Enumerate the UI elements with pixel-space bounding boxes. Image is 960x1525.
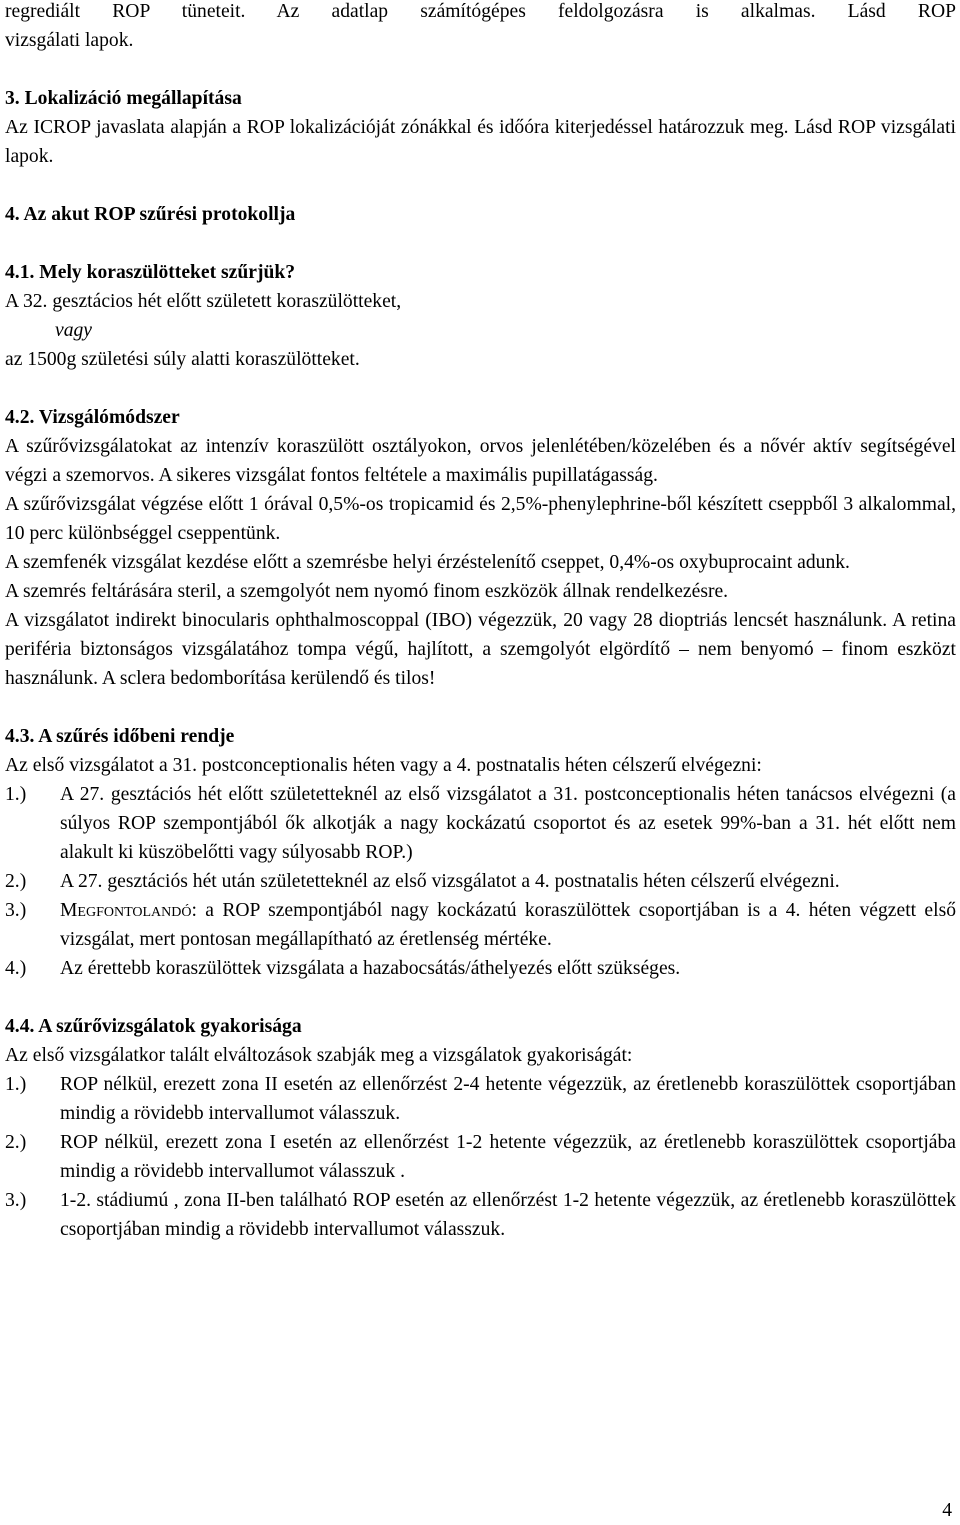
list-item-text: ROP nélkül, erezett zona II esetén az ellenőrzést 2-4 hetente végezzük, az éretlenebb koraszülöttek csoportjában mindig a rövidebb intervallumot válasszuk.: [60, 1074, 956, 1124]
section-4-2-para-5: A vizsgálatot indirekt binocularis ophthalmoscoppal (IBO) végezzük, 20 vagy 28 dioptriás lencsét használunk. A retina periféria biztonságos vizsgálatához tompa végű, hajlított, a szemgolyót elgördítő – nem benyomó – finom eszközt használunk. A sclera bedomborítása kerülendő és tilos!: [5, 610, 956, 689]
list-item-number: 2.): [5, 1132, 27, 1153]
list-item-number: 3.): [5, 900, 27, 921]
section-4-4-list: [5, 1070, 956, 1244]
section-4-3-heading: 4.3. A szűrés időbeni rendje: [5, 726, 235, 747]
list-item-number: 4.): [5, 958, 27, 979]
list-item-number: 2.): [5, 871, 27, 892]
intro-line-1: regrediált ROP tüneteit. Az adatlap számítógépes feldolgozásra is alkalmas. Lásd ROP: [5, 1, 956, 22]
list-item-number: 3.): [5, 1190, 27, 1211]
list-item-text: 1-2. stádiumú , zona II-ben található ROP esetén az ellenőrzést 1-2 hetente végezzük, az éretlenebb koraszülöttek csoportjában mindig a rövidebb intervallumot válasszuk.: [60, 1190, 956, 1240]
section-4-3-intro: Az első vizsgálatot a 31. postconceptionalis héten vagy a 4. postnatalis héten célszerű elvégezni:: [5, 755, 762, 776]
list-item: [5, 1070, 956, 1128]
list-item-number: 1.): [5, 1074, 27, 1095]
section-4-2-para-1: A szűrővizsgálatokat az intenzív koraszülött osztályokon, orvos jelenlétében/közelében és a nővér aktív segítségével végzi a szemorvos. A sikeres vizsgálat fontos feltétele a maximális pupillatágasság.: [5, 436, 956, 486]
emphasis-megfontolando: Megfontolandó: [60, 900, 192, 921]
list-item: [5, 867, 956, 896]
section-4-2-para-3: A szemfenék vizsgálat kezdése előtt a szemrésbe helyi érzéstelenítő cseppet, 0,4%-os oxybuprocaint adunk.: [5, 552, 850, 573]
list-item-text: A 27. gesztációs hét előtt születetteknél az első vizsgálatot a 31. postconceptionalis héten tanácsos elvégezni (a súlyos ROP szempontjából ők alkotják a nagy kockázatú csoportot és az esetek 99%-ban a 31. hét előtt nem alakult ki küszöbelőtti vagy súlyosabb ROP.): [60, 784, 956, 863]
page-number: 4: [942, 1500, 952, 1521]
list-item-text: Az érettebb koraszülöttek vizsgálata a hazabocsátás/áthelyezés előtt szükséges.: [60, 958, 681, 979]
list-item-text: A 27. gesztációs hét után születetteknél az első vizsgálatot a 4. postnatalis héten célszerű elvégezni.: [60, 871, 840, 892]
section-3-heading: 3. Lokalizáció megállapítása: [5, 88, 242, 109]
section-3-text: Az ICROP javaslata alapján a ROP lokalizációját zónákkal és időóra kiterjedéssel határozzuk meg. Lásd ROP vizsgálati lapok.: [5, 117, 956, 167]
section-4-1-or: vagy: [55, 320, 92, 341]
list-item: [5, 1128, 956, 1186]
list-item-rest: : a ROP szempontjából nagy kockázatú koraszülöttek csoportjában is a 4. héten végzett első vizsgálat, mert pontosan megállapítható az éretlenség mértéke.: [60, 900, 956, 950]
list-item: [5, 1186, 956, 1244]
section-4-2-heading: 4.2. Vizsgálómódszer: [5, 407, 180, 428]
list-item-number: 1.): [5, 784, 27, 805]
section-4-4-heading: 4.4. A szűrővizsgálatok gyakorisága: [5, 1016, 302, 1037]
section-4-heading: 4. Az akut ROP szűrési protokollja: [5, 204, 296, 225]
section-4-3-list: [5, 780, 956, 983]
list-item: [5, 896, 956, 954]
list-item: [5, 954, 956, 983]
document-page: [5, 0, 956, 1244]
list-item-text: ROP nélkül, erezett zona I esetén az ellenőrzést 1-2 hetente végezzük, az éretlenebb koraszülöttek csoportjába mindig a rövidebb intervallumot válasszuk .: [60, 1132, 956, 1182]
section-4-1-line-1: A 32. gesztácios hét előtt született koraszülötteket,: [5, 291, 402, 312]
section-4-2-para-2: A szűrővizsgálat végzése előtt 1 órával 0,5%-os tropicamid és 2,5%-phenylephrine-ből készített cseppből 3 alkalommal, 10 perc különbséggel cseppentünk.: [5, 494, 956, 544]
list-item-text: [60, 896, 956, 954]
intro-line-2: vizsgálati lapok.: [5, 30, 134, 51]
section-4-2-para-4: A szemrés feltárására steril, a szemgolyót nem nyomó finom eszközök állnak rendelkezésre.: [5, 581, 729, 602]
list-item: [5, 780, 956, 867]
section-4-4-intro: Az első vizsgálatkor talált elváltozások szabják meg a vizsgálatok gyakoriságát:: [5, 1045, 633, 1066]
section-4-1-heading: 4.1. Mely koraszülötteket szűrjük?: [5, 262, 296, 283]
section-4-1-line-2: az 1500g születési súly alatti koraszülötteket.: [5, 349, 360, 370]
